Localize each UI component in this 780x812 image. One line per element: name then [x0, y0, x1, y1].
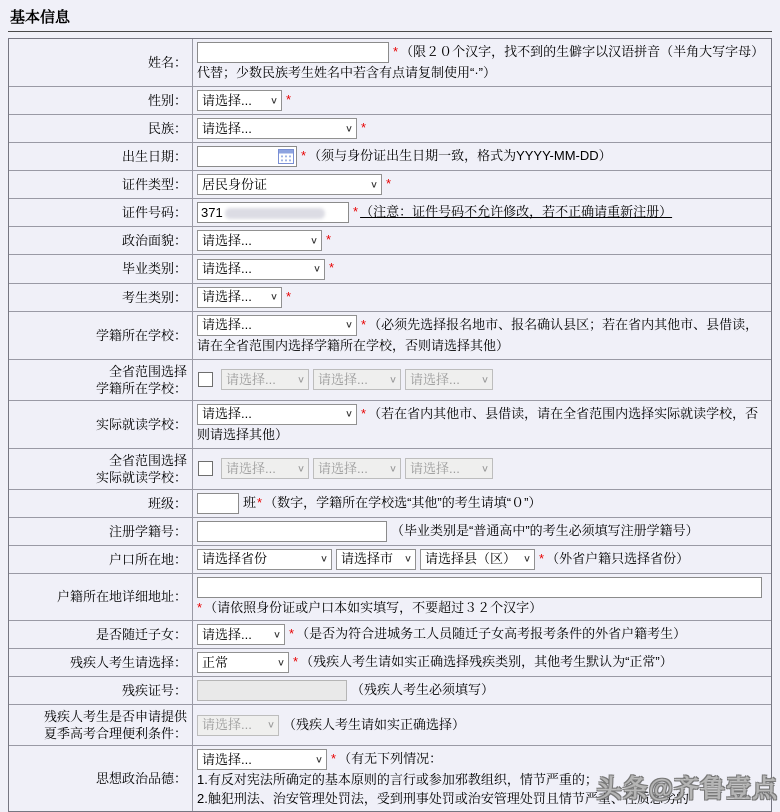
province-registered-school-select-1-value: 请选择... — [226, 371, 276, 387]
row-note-disability-category: （残疾人考生请如实正确选择残疾类别，其他考生默认为“正常”） — [300, 654, 673, 669]
chevron-down-icon: ∨ — [388, 374, 397, 385]
row-note-class: （数字，学籍所在学校选“其他”的考生请填“０”） — [264, 494, 542, 510]
calendar-icon[interactable] — [278, 149, 294, 164]
political-status-select-value: 请选择... — [202, 232, 252, 248]
row-content-candidate-category — [197, 287, 767, 308]
row-label-graduation-category: 毕业类别： — [9, 255, 193, 282]
form-row-graduation-category — [9, 254, 771, 282]
disability-category-select-value: 正常 — [202, 654, 229, 670]
form-row-province-actual-school — [9, 448, 771, 489]
class-input[interactable] — [197, 493, 239, 514]
disability-certificate-input — [197, 680, 347, 701]
row-value-birth-date — [193, 143, 771, 170]
row-label-registered-school: 学籍所在学校： — [9, 312, 193, 359]
required-marker: * — [329, 260, 335, 276]
political-status-select[interactable] — [197, 230, 322, 251]
required-marker: * — [331, 751, 337, 767]
row-content-migrant-children — [197, 624, 767, 645]
row-value-id-number — [193, 199, 771, 226]
row-content-id-number — [197, 202, 767, 223]
ethnicity-select-value: 请选择... — [202, 120, 252, 136]
chevron-down-icon: ∨ — [344, 409, 353, 420]
row-label-disability-convenience: 残疾人考生是否申请提供 夏季高考合理便利条件： — [9, 705, 193, 745]
row-value-student-registration-number — [193, 518, 771, 545]
row-note-student-registration-number: （毕业类别是“普通高中”的考生必须填写注册学籍号） — [391, 522, 699, 538]
row-content-registered-school — [197, 315, 767, 356]
chevron-down-icon: ∨ — [344, 320, 353, 331]
watermark: 头条@齐鲁壹点 — [596, 775, 778, 803]
household-address-input[interactable] — [197, 577, 762, 598]
row-value-actual-school — [193, 401, 771, 448]
required-marker: * — [301, 148, 307, 164]
province-registered-school-select-3 — [405, 369, 493, 390]
row-label-student-registration-number: 注册学籍号： — [9, 518, 193, 545]
form-row-disability-convenience — [9, 704, 771, 745]
form-row-student-registration-number — [9, 517, 771, 545]
household-province-select-value: 请选择省份 — [202, 551, 268, 567]
household-county-select[interactable] — [420, 549, 535, 570]
required-marker: * — [326, 232, 332, 248]
row-value-graduation-category — [193, 255, 771, 282]
chevron-down-icon: ∨ — [309, 235, 318, 247]
row-value-registered-school — [193, 312, 771, 359]
province-registered-school-select-2 — [313, 369, 401, 390]
row-content-disability-category — [197, 652, 767, 673]
province-registered-school-select-3-value: 请选择... — [410, 371, 460, 387]
form-row-gender — [9, 86, 771, 114]
required-marker: * — [386, 176, 392, 192]
required-marker: * — [289, 625, 295, 641]
chevron-down-icon: ∨ — [344, 123, 353, 134]
candidate-category-select[interactable] — [197, 287, 282, 308]
chevron-down-icon: ∨ — [296, 463, 305, 474]
registered-school-select[interactable] — [197, 315, 357, 336]
row-value-province-registered-school — [193, 360, 771, 400]
required-marker: * — [361, 120, 367, 136]
province-actual-school-checkbox[interactable] — [198, 461, 213, 476]
row-content-class — [197, 493, 767, 514]
row-note-household-location: （外省户籍只选择省份） — [546, 550, 690, 566]
row-label-actual-school: 实际就读学校： — [9, 401, 193, 448]
row-label-candidate-category: 考生类别： — [9, 284, 193, 311]
name-input[interactable] — [197, 42, 389, 63]
form-row-ethnicity — [9, 114, 771, 142]
registered-school-select-value: 请选择... — [202, 317, 252, 333]
row-value-household-location — [193, 546, 771, 573]
household-county-select-value: 请选择县（区） — [425, 551, 517, 567]
row-note-birth-date: （须与身份证出生日期一致，格式为YYYY-MM-DD） — [308, 148, 612, 164]
birthdate-input[interactable] — [197, 146, 297, 167]
chevron-down-icon: ∨ — [480, 463, 489, 474]
row-value-class — [193, 490, 771, 517]
ideology-select[interactable] — [197, 749, 327, 770]
chevron-down-icon: ∨ — [319, 554, 328, 565]
row-content-actual-school — [197, 404, 767, 445]
disability-convenience-select-value: 请选择... — [202, 717, 252, 733]
required-marker: * — [353, 204, 359, 220]
row-content-id-type — [197, 174, 767, 195]
migrant-children-select-value: 请选择... — [202, 626, 252, 642]
row-label-ethnicity: 民族： — [9, 115, 193, 142]
chevron-down-icon: ∨ — [269, 95, 278, 106]
chevron-down-icon: ∨ — [403, 554, 412, 565]
row-label-political-status: 政治面貌： — [9, 227, 193, 254]
row-value-disability-convenience — [193, 705, 771, 745]
student-registration-number-input[interactable] — [197, 521, 387, 542]
migrant-children-select[interactable] — [197, 624, 285, 645]
province-actual-school-select-3 — [405, 458, 493, 479]
row-value-ideology — [193, 746, 771, 811]
chevron-down-icon: ∨ — [522, 554, 531, 565]
row-note-migrant-children: （是否为符合进城务工人员随迁子女高考报考条件的外省户籍考生） — [296, 625, 687, 641]
form-row-disability-certificate — [9, 676, 771, 704]
row-note-line-2: 2.触犯刑法、治安管理处罚法，受到刑事处罚或治安管理处罚且情节严重、性质恶劣的 — [197, 791, 689, 807]
required-marker: * — [361, 405, 367, 421]
province-registered-school-checkbox[interactable] — [198, 372, 213, 387]
disability-category-select[interactable] — [197, 652, 289, 673]
row-value-gender — [193, 87, 771, 114]
row-value-household-address — [193, 574, 771, 620]
form-row-id-type — [9, 170, 771, 198]
chevron-down-icon: ∨ — [369, 179, 378, 190]
row-note-ideology: （有无下列情况： — [338, 751, 443, 767]
province-actual-school-select-3-value: 请选择... — [410, 460, 460, 476]
province-actual-school-select-1 — [221, 458, 309, 479]
province-actual-school-select-1-value: 请选择... — [226, 460, 276, 476]
row-content-ethnicity — [197, 118, 767, 139]
required-marker: * — [361, 316, 367, 332]
redacted-digits — [225, 208, 325, 219]
form-row-actual-school — [9, 400, 771, 448]
row-content-ideology — [197, 749, 767, 770]
province-registered-school-select-1 — [221, 369, 309, 390]
form-row-registered-school — [9, 311, 771, 359]
row-label-province-registered-school: 全省范围选择 学籍所在学校： — [9, 360, 193, 400]
row-label-household-location: 户口所在地： — [9, 546, 193, 573]
row-note-name: （限２０个汉字，找不到的生僻字以汉语拼音（半角大写字母）代替；少数民族考生姓名中若含有点请复制使用“·”） — [197, 44, 765, 81]
section-title: 基本信息 — [8, 4, 772, 32]
province-actual-school-select-2 — [313, 458, 401, 479]
row-note-actual-school: （若在省内其他市、县借读，请在全省范围内选择实际就读学校，否则请选择其他） — [197, 405, 759, 442]
row-value-disability-category — [193, 649, 771, 676]
graduation-category-select[interactable] — [197, 259, 325, 280]
row-label-class: 班级： — [9, 490, 193, 517]
chevron-down-icon: ∨ — [480, 374, 489, 385]
row-value-migrant-children — [193, 621, 771, 648]
row-content-birth-date — [197, 146, 767, 167]
row-label-id-number: 证件号码： — [9, 199, 193, 226]
id-number-input[interactable] — [197, 202, 349, 223]
row-content-name — [197, 42, 767, 83]
row-label-name: 姓名： — [9, 39, 193, 86]
id-type-select[interactable] — [197, 174, 382, 195]
chevron-down-icon: ∨ — [314, 754, 323, 765]
form-row-migrant-children — [9, 620, 771, 648]
row-content-disability-convenience — [197, 715, 767, 736]
row-label-migrant-children: 是否随迁子女： — [9, 621, 193, 648]
form-row-candidate-category — [9, 283, 771, 311]
form-row-id-number — [9, 198, 771, 226]
row-note-disability-convenience: （残疾人考生请如实正确选择） — [283, 716, 466, 732]
row-value-id-type — [193, 171, 771, 198]
form-row-household-location — [9, 545, 771, 573]
class-unit-label: 班 — [243, 494, 257, 510]
row-content-household-address — [197, 577, 767, 598]
form-row-birth-date — [9, 142, 771, 170]
form-row-name — [9, 39, 771, 86]
required-marker: * — [197, 599, 203, 615]
row-note-registered-school: （必须先选择报名地市、报名确认县区；若在省内其他市、县借读，请在全省范围内选择学籍所在学校，否则请选择其他） — [197, 316, 759, 353]
ideology-select-value: 请选择... — [202, 751, 252, 767]
gender-select-value: 请选择... — [202, 92, 252, 108]
candidate-category-select-value: 请选择... — [202, 289, 252, 305]
row-label-disability-category: 残疾人考生请选择： — [9, 649, 193, 676]
row-label-ideology: 思想政治品德： — [9, 746, 193, 811]
row-value-ethnicity — [193, 115, 771, 142]
row-note-line-1: 1.有反对宪法所确定的基本原则的言行或参加邪教组织，情节严重的； — [197, 772, 598, 788]
required-marker: * — [393, 44, 399, 59]
required-marker: * — [286, 92, 292, 108]
row-content-household-location — [197, 549, 767, 570]
form-row-household-address — [9, 573, 771, 620]
row-label-gender: 性别： — [9, 87, 193, 114]
chevron-down-icon: ∨ — [272, 629, 281, 640]
required-marker: * — [286, 288, 292, 304]
household-province-select[interactable] — [197, 549, 332, 570]
province-registered-school-select-2-value: 请选择... — [318, 371, 368, 387]
form-row-ideology — [9, 745, 771, 811]
row-content-province-actual-school — [197, 458, 767, 479]
row-value-candidate-category — [193, 284, 771, 311]
chevron-down-icon: ∨ — [312, 263, 321, 275]
row-note-disability-certificate: （残疾人考生必须填写） — [351, 682, 495, 698]
row-value-province-actual-school — [193, 449, 771, 489]
province-actual-school-select-2-value: 请选择... — [318, 460, 368, 476]
row-content-graduation-category — [197, 258, 767, 279]
required-marker: * — [293, 654, 299, 669]
actual-school-select-value: 请选择... — [202, 406, 252, 422]
chevron-down-icon: ∨ — [269, 291, 278, 303]
row-note-below-household-address: * （请依照身份证或户口本如实填写，不要超过３２个汉字） — [197, 599, 543, 615]
row-label-household-address: 户籍所在地详细地址： — [9, 574, 193, 620]
chevron-down-icon: ∨ — [276, 657, 285, 668]
row-value-political-status — [193, 227, 771, 254]
form-row-disability-category — [9, 648, 771, 676]
chevron-down-icon: ∨ — [388, 463, 397, 474]
required-marker: * — [539, 550, 545, 566]
row-value-disability-certificate — [193, 677, 771, 704]
chevron-down-icon: ∨ — [296, 374, 305, 385]
row-label-id-type: 证件类型： — [9, 171, 193, 198]
form-row-class — [9, 489, 771, 517]
required-marker: * — [257, 494, 263, 510]
id-number-input-value: 371 — [201, 205, 223, 221]
row-content-political-status — [197, 230, 767, 251]
row-content-province-registered-school — [197, 369, 767, 390]
ethnicity-select[interactable] — [197, 118, 357, 139]
disability-convenience-select — [197, 715, 279, 736]
row-content-student-registration-number — [197, 521, 767, 542]
form-row-province-registered-school — [9, 359, 771, 400]
household-city-select[interactable] — [336, 549, 416, 570]
graduation-category-select-value: 请选择... — [202, 261, 252, 276]
row-content-gender — [197, 90, 767, 111]
id-type-select-value: 居民身份证 — [202, 176, 268, 192]
row-label-disability-certificate: 残疾证号： — [9, 677, 193, 704]
actual-school-select[interactable] — [197, 404, 357, 425]
gender-select[interactable] — [197, 90, 282, 111]
row-value-name — [193, 39, 771, 86]
row-label-birth-date: 出生日期： — [9, 143, 193, 170]
row-note-id-number: （注意：证件号码不允许修改，若不正确请重新注册） — [360, 204, 673, 220]
row-label-province-actual-school: 全省范围选择 实际就读学校： — [9, 449, 193, 489]
form-row-political-status — [9, 226, 771, 254]
household-city-select-value: 请选择市 — [341, 551, 394, 567]
chevron-down-icon: ∨ — [266, 720, 275, 731]
row-content-disability-certificate — [197, 680, 767, 701]
form-table — [8, 38, 772, 812]
